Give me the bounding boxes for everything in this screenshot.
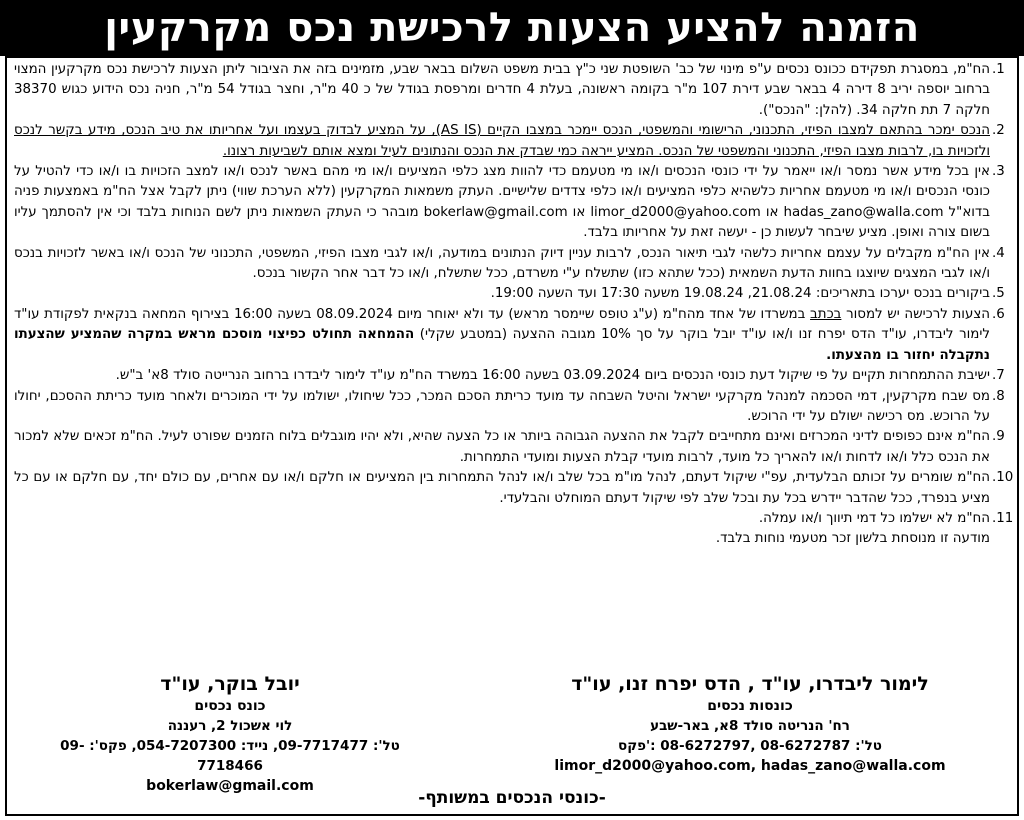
clause-text: ישיבת ההתמחרות תקיים על פי שיקול דעת כונסי הנכסים ביום 03.09.2024 בשעה 16:00 במשרד הח"מ עו"ד לימור ליבדרו ברחוב הנרייטה סולד 8א' ב"ש. bbox=[115, 368, 990, 384]
or-text: או bbox=[765, 204, 779, 220]
clause-text bbox=[14, 305, 990, 366]
clause-text: אין הח"מ מקבלים על עצמם אחריות כלשהי לגבי תיאור הנכס, לרבות עניין דיוק הנתונים במודעה, ו/או לגבי מצבו הפיזי, המשפטי, התכנוני של הנכס ו/או באשר לזכויות בנכס ו/או לגבי המצגים שיוצגו בחוות הדעת השמאית (ככל שתהא כזו) שתשלח ע"י משרדם, ככל שתשלח, ו/או כל דבר אחר הקשור בנכס. bbox=[14, 245, 990, 282]
clause-text: ביקורים בנכס יערכו בתאריכים: 21.08.24, 19.08.24 משעה 17:30 ועד השעה 19:00. bbox=[490, 286, 990, 302]
page-title: הזמנה להציע הצעות לרכישת נכס מקרקעין bbox=[0, 0, 1024, 56]
clause-number: 3. bbox=[992, 164, 1005, 180]
clause-text-part: הצעות לרכישה יש למסור bbox=[846, 306, 991, 322]
clause-text: הח"מ לא ישלמו כל דמי תיווך ו/או עמלה. bbox=[758, 510, 990, 526]
footer-caption: -כונסי הנכסים במשותף- bbox=[418, 788, 606, 808]
clause-6 bbox=[14, 305, 1016, 366]
clause-text: הח"מ שומרים על זכותם הבלעדית, עפ"י שיקול דעתם, לנהל מו"מ בכל שלב ו/או לנהל התמחרות בין המציעים או חלקם ו/או עם אחרים, עם כולם יחד, עם חלקם או עם כל מציע בנפרד, ככל שהדבר יידרש בכל עת ובכל שלב לפי שיקול דעתם המוחלט והבלעדי. bbox=[14, 470, 990, 506]
clause-text-underlined: בכתב bbox=[810, 306, 842, 322]
signatory-role: כונס נכסים bbox=[194, 698, 266, 714]
clause-number: 5. bbox=[992, 286, 1005, 302]
clause-text-part: אין בכל מידע אשר נמסר ו/או ייאמר על ידי כונסי הנכסים ו/או מי מטעמם כדי להוות מצג כלפי המציעים ו/או מי מהם באשר לנכס ו/או למצב הזכויות בו ו/או כדי להטיל על כונסי הנכסים ו/או מי מטעמם אחריות כלשהיא כלפי המציעים ו/או כלפי צדדים שלישיים. העתק משמאות המקרקעין (ללא הערכת שווי) ניתן לקבל אצל הח"מ באמצעות פניה בדוא"ל bbox=[14, 164, 990, 220]
signatory-name: יובל בוקר, עו"ד bbox=[160, 673, 300, 695]
clause-text-bold: ההמחאה תחולט כפיצוי מוסכם מראש במקרה שהמציע שהצעתו נתקבלה יחזור בו מהצעתו. bbox=[14, 327, 990, 363]
clause-text-part: במשרדו של אחד מהח"מ (ע"ג טופס שיימסר מראש) עד ולא יאוחר מיום 08.09.2024 בשעה 16:00 בצירוף המחאה בנקאית לפקודת עו"ד לימור ליבדרו, עו"ד הדס יפרח זנו ו/או עו"ד יובל בוקר על סך 10% מגובה ההצעה (במטבע שקלי) bbox=[14, 306, 990, 343]
clause-text-part: מובהר כי העתק השמאות ניתן לשם הנוחות בלבד וכי אין להסתמך עליו בשום צורה ואופן. מציע שיבחר לעשות כן - יעשה זאת על אחריותו בלבד. bbox=[14, 204, 990, 241]
clause-number: 10. bbox=[992, 470, 1014, 486]
clause-text: הח"מ, במסגרת תפקידם ככונס נכסים ע"פ מינוי של כב' השופטת שני כ"ץ בבית משפט השלום בבאר שבע, מזמינים בזה את הציבור ליתן הצעות לרכישת נכס מקרקעין המצוי ברחוב יוספה יריב 8 דירה 4 בבאר שבע דירת 107 מ"ר בקומה ראשונה, בעלת 4 חדרים ומרפסת בגודל של כ 40 מ"ר, וחצר בגודל 54 מ"ר, חניה נכס הידוע כגוש 38370 חלקה 7 תת חלקה 34. (להלן: "הנכס"). bbox=[14, 62, 990, 118]
email-link-boker[interactable]: bokerlaw@gmail.com bbox=[423, 204, 568, 220]
clause-number: 6. bbox=[992, 306, 1005, 322]
signatory-phone: טל': 09-7717477, נייד: 054-7207300, פקס': 09-7718466 bbox=[60, 738, 400, 774]
signatory-email[interactable]: bokerlaw@gmail.com bbox=[146, 778, 314, 794]
clause-1 bbox=[14, 60, 1016, 121]
clause-text bbox=[14, 162, 990, 244]
signature-block-left bbox=[30, 672, 430, 796]
clause-number: 8. bbox=[992, 388, 1005, 404]
signatory-email[interactable]: limor_d2000@yahoo.com, hadas_zano@walla.com bbox=[554, 758, 946, 774]
signatory-address: רח' הנריטה סולד 8א, באר-שבע bbox=[650, 718, 850, 734]
clause-number: 2. bbox=[992, 123, 1005, 139]
signature-block-right bbox=[500, 672, 1000, 776]
or-text: או bbox=[572, 204, 586, 220]
clause-11 bbox=[14, 509, 1016, 529]
clause-10 bbox=[14, 468, 1016, 509]
clause-8 bbox=[14, 387, 1016, 428]
clause-5 bbox=[14, 284, 1016, 304]
clause-7 bbox=[14, 366, 1016, 386]
clause-text: הח"מ אינם כפופים לדיני המכרזים ואינם מתחייבים לקבל את ההצעה הגבוהה ביותר או כל הצעה שהיא, ולא יהיו מוגבלים בלוח הזמנים שפורט לעיל. הח"מ זכאים שלא למכור את הנכס כלל ו/או לדחות ו/או להאריך כל מועד, לרבות מועדי קבלת הצעות ומועדי התמחרות. bbox=[14, 429, 990, 465]
signatory-address: לוי אשכול 2, רעננה bbox=[167, 718, 293, 734]
clause-number: 4. bbox=[992, 245, 1005, 261]
clause-9 bbox=[14, 427, 1016, 468]
signatory-names: לימור ליבדרו, עו"ד , הדס יפרח זנו, עו"ד bbox=[571, 673, 929, 695]
gender-note: מודעה זו מנוסחת בלשון זכר מטעמי נוחות בלבד. bbox=[715, 531, 990, 547]
signatory-phone: טל': 08-6272787 ,08-6272797 :'פקס bbox=[618, 738, 882, 754]
signatory-role: כונסות נכסים bbox=[707, 698, 793, 714]
email-link-limor[interactable]: limor_d2000@yahoo.com bbox=[590, 204, 761, 220]
clause-2 bbox=[14, 121, 1016, 162]
notice-body bbox=[14, 60, 1016, 550]
clause-number: 11. bbox=[992, 510, 1014, 526]
clause-number: 9. bbox=[992, 429, 1005, 445]
clause-3 bbox=[14, 162, 1016, 244]
clause-4 bbox=[14, 244, 1016, 285]
clause-text: הנכס ימכר בהתאם למצבו הפיזי, התכנוני, הרישומי והמשפטי, הנכס יימכר במצבו הקיים (AS IS), על המציע לבדוק בעצמו ועל אחריותו את טיב הנכס, מידע בקשר לנכס ולזכויות בו, לרבות מצבו הפיזי, התכנוני והמשפטי של הנכס. המציע ייראה כמי שבדק את הנכס והנתונים לעיל ומצא אותם לשביעות רצונו. bbox=[14, 123, 990, 159]
clause-number: 1. bbox=[992, 62, 1005, 77]
clause-text: מס שבח מקרקעין, דמי הסכמה למנהל מקרקעי ישראל והיטל השבחה עד מועד כריתת הסכם המכר, ככל שיחולו, ישולמו על ידי המוכרים ולאחר מועד כריתת ההסכם, יחולו על הרוכש. מס רכישה ישולם על ידי הרוכש. bbox=[14, 388, 990, 424]
email-link-hadas[interactable]: hadas_zano@walla.com bbox=[783, 204, 944, 220]
clause-number: 7. bbox=[992, 368, 1005, 384]
